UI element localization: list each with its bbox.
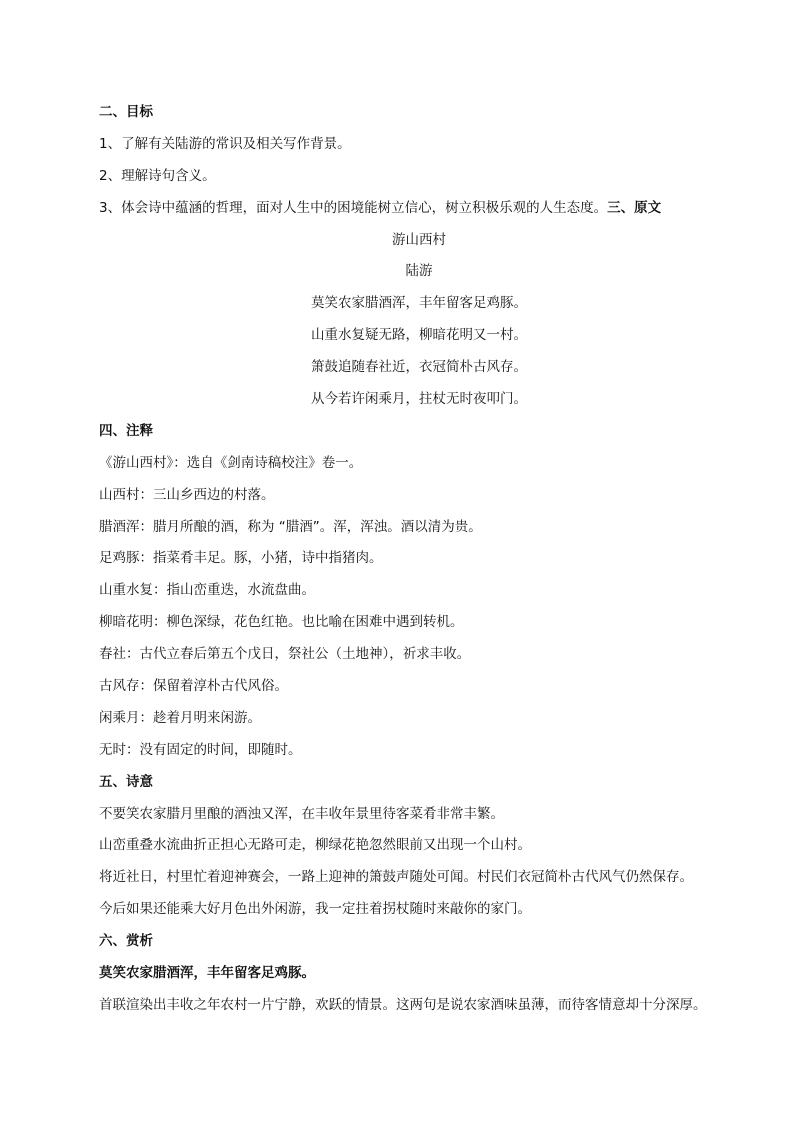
goal-item-3-text: 3、体会诗中蕴涵的哲理，面对人生中的困境能树立信心，树立积极乐观的人生态度。 <box>99 199 608 216</box>
section-heading-meaning: 五、诗意 <box>99 773 153 790</box>
meaning-line: 山峦重叠水流曲折正担心无路可走，柳绿花艳忽然眼前又出现一个山村。 <box>99 837 531 854</box>
poem-line-4: 从今若许闲乘月，拄杖无时夜叩门。 <box>311 391 527 408</box>
note-item: 柳暗花明：柳色深绿，花色红艳。也比喻在困难中遇到转机。 <box>99 614 464 631</box>
note-item: 春社：古代立春后第五个戊日，祭社公（土地神），祈求丰收。 <box>99 646 471 663</box>
section-heading-goals: 二、目标 <box>99 104 153 120</box>
goal-item-1: 1、了解有关陆游的常识及相关写作背景。 <box>99 135 351 152</box>
poem-line-1: 莫笑农家腊酒浑，丰年留客足鸡豚。 <box>311 295 527 312</box>
section-heading-notes: 四、注释 <box>99 422 153 439</box>
meaning-line: 将近社日，村里忙着迎神赛会，一路上迎神的箫鼓声随处可闻。村民们衣冠简朴古代风气仍然保存。 <box>99 869 693 886</box>
poem-title: 游山西村 <box>392 231 446 248</box>
note-item: 无时：没有固定的时间，即随时。 <box>99 741 302 758</box>
note-item: 山重水复：指山峦重迭，水流盘曲。 <box>99 582 315 599</box>
section-heading-original: 三、原文 <box>607 199 662 216</box>
poem-line-2: 山重水复疑无路，柳暗花明又一村。 <box>311 327 527 344</box>
section-heading-appreciation: 六、赏析 <box>99 933 153 950</box>
note-item: 闲乘月：趁着月明来闲游。 <box>99 709 261 726</box>
goal-item-2: 2、理解诗句含义。 <box>99 167 216 184</box>
meaning-line: 今后如果还能乘大好月色出外闲游，我一定拄着拐杖随时来敲你的家门。 <box>99 901 531 918</box>
poem-author: 陆游 <box>405 263 433 280</box>
appreciation-quote: 莫笑农家腊酒浑，丰年留客足鸡豚。 <box>99 965 315 982</box>
note-item: 《游山西村》：选自《剑南诗稿校注》卷一。 <box>99 454 363 471</box>
note-item: 腊酒浑：腊月所酿的酒，称为 “腊酒”。浑，浑浊。酒以清为贵。 <box>99 518 482 535</box>
document-content <box>99 97 739 1022</box>
poem-line-3: 箫鼓追随春社近，衣冠简朴古风存。 <box>311 359 527 376</box>
goal-item-3 <box>99 193 739 225</box>
note-item: 山西村：三山乡西边的村落。 <box>99 486 275 503</box>
meaning-line: 不要笑农家腊月里酿的酒浊又浑，在丰收年景里待客菜肴非常丰繁。 <box>99 805 504 822</box>
note-item: 足鸡豚：指菜肴丰足。豚，小猪，诗中指猪肉。 <box>99 550 383 567</box>
appreciation-text: 首联渲染出丰收之年农村一片宁静，欢跃的情景。这两句是说农家酒味虽薄，而待客情意却十分深厚。 <box>99 996 707 1013</box>
note-item: 古风存：保留着淳朴古代风俗。 <box>99 678 288 695</box>
